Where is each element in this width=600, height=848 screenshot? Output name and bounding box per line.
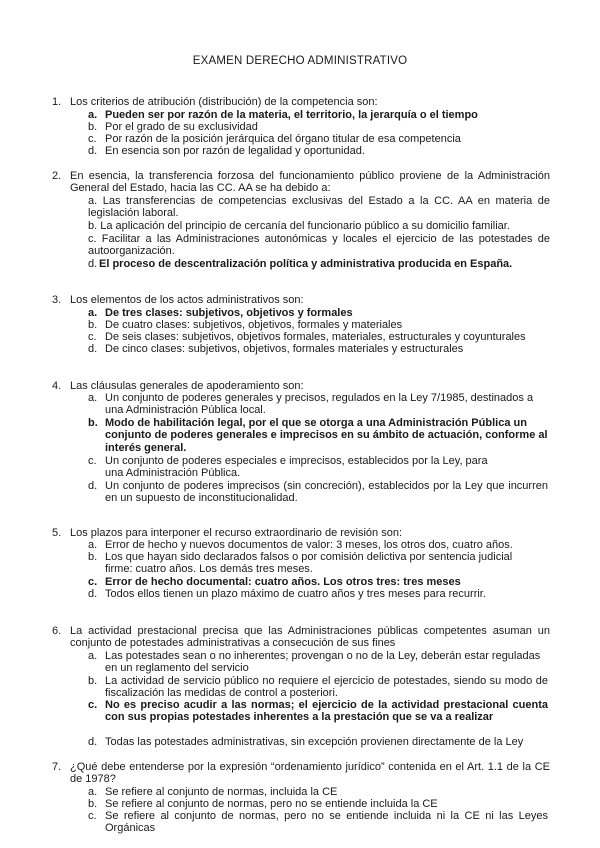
option-text: Error de hecho y nuevos documentos de valor: 3 meses, los otros dos, cuatro años. — [105, 539, 513, 551]
correct-answer: Modo de habilitación legal, por el que se otorga a una Administración Pública un conjunto de poderes generales e imprecisos en su ámbito de actuación, conforme al interés general. — [105, 417, 548, 454]
question-number: 5. — [52, 527, 62, 539]
option-text: De seis clases: subjetivos, objetivos formales, materiales, estructurales y coyunturales — [105, 331, 526, 343]
option-letter: c. — [88, 576, 98, 588]
option-letter: d. — [88, 480, 98, 492]
option-text: Los que hayan sido declarados falsos o por comisión delictiva por sentencia judicial firme: cuatro años. Los demás tres meses. — [105, 551, 513, 576]
option-text: De cinco clases: subjetivos, objetivos, formales materiales y estructurales — [105, 343, 464, 355]
option-text: b. La aplicación del principio de cercanía del funcionario público a su domicilio familiar. — [88, 220, 510, 232]
correct-answer: No es preciso acudir a las normas; el ejercicio de la actividad prestacional cuenta con sus propias potestades inherentes a la prestación que se va a realizar — [105, 699, 548, 724]
option-letter: b. — [88, 319, 98, 331]
option-letter: d. — [88, 258, 98, 270]
option-letter: a. — [88, 539, 98, 551]
option-text: En esencia son por razón de legalidad y oportunidad. — [105, 145, 365, 157]
option-letter: a. — [88, 109, 98, 121]
correct-answer: Pueden ser por razón de la materia, el territorio, la jerarquía o el tiempo — [105, 109, 478, 121]
question-text: En esencia, la transferencia forzosa del funcionamiento público proviene de la Administración General del Estado, hacia las CC. AA se ha debido a: — [70, 170, 550, 195]
option-letter: b. — [88, 675, 98, 687]
option-letter: b. — [88, 417, 98, 429]
option-letter: b. — [88, 798, 98, 810]
question-number: 7. — [52, 761, 62, 773]
question-number: 1. — [52, 96, 62, 108]
question-text: La actividad prestacional precisa que las Administraciones públicas competentes asuman un conjunto de potestades administrativas a consecución de sus fines — [70, 625, 550, 650]
question-text: Las cláusulas generales de apoderamiento son: — [70, 380, 304, 392]
question-text: Los criterios de atribución (distribución) de la competencia son: — [70, 96, 378, 108]
option-text: Las potestades sean o no inherentes; provengan o no de la Ley, deberán estar reguladas en un reglamento del servicio — [105, 650, 541, 675]
option-text: c. Facilitar a las Administraciones autonómicas y locales el ejercicio de las potestades de autoorganización. — [88, 233, 550, 258]
option-text: Un conjunto de poderes especiales e imprecisos, establecidos por la Ley, para una Administración Pública. — [105, 455, 488, 480]
option-text: Por el grado de su exclusividad — [105, 121, 258, 133]
option-text: Se refiere al conjunto de normas, pero no se entiende incluida ni la CE ni las Leyes Orgánicas — [105, 810, 548, 835]
option-letter: a. — [88, 307, 98, 319]
question-number: 6. — [52, 625, 62, 637]
option-text: Se refiere al conjunto de normas, incluida la CE — [105, 786, 338, 798]
option-text: La actividad de servicio público no requiere el ejercicio de potestades, siendo su modo de fiscalización las medidas de control a posteriori. — [105, 675, 548, 700]
option-letter: b. — [88, 121, 98, 133]
option-text: Se refiere al conjunto de normas, pero no se entiende incluida la CE — [105, 798, 438, 810]
option-letter: c. — [88, 810, 97, 822]
option-letter: b. — [88, 551, 98, 563]
option-letter: d. — [88, 736, 98, 748]
option-text: Todos ellos tienen un plazo máximo de cuatro años y tres meses para recurrir. — [105, 588, 486, 600]
correct-answer: De tres clases: subjetivos, objetivos y formales — [105, 307, 353, 319]
question-number: 4. — [52, 380, 62, 392]
question-text: Los plazos para interponer el recurso extraordinario de revisión son: — [70, 527, 403, 539]
option-letter: a. — [88, 392, 98, 404]
page-title: EXAMEN DERECHO ADMINISTRATIVO — [192, 55, 408, 67]
option-text: Un conjunto de poderes imprecisos (sin concreción), establecidos por la Ley que incurren en un supuesto de inconstitucionalidad. — [105, 480, 548, 505]
option-text: Todas las potestades administrativas, sin excepción provienen directamente de la Ley — [105, 736, 524, 748]
option-text: a. Las transferencias de competencias exclusivas del Estado a la CC. AA en materia de legislación laboral. — [88, 195, 550, 220]
option-letter: c. — [88, 699, 98, 711]
correct-answer: Error de hecho documental: cuatro años. Los otros tres: tres meses — [105, 576, 461, 588]
question-number: 2. — [52, 170, 62, 182]
option-letter: d. — [88, 343, 98, 355]
option-letter: d. — [88, 588, 98, 600]
correct-answer: El proceso de descentralización política y administrativa producida en España. — [99, 258, 513, 270]
option-letter: a. — [88, 650, 98, 662]
option-text: De cuatro clases: subjetivos, objetivos, formales y materiales — [105, 319, 403, 331]
question-text: Los elementos de los actos administrativos son: — [70, 294, 304, 306]
option-letter: c. — [88, 331, 97, 343]
option-letter: c. — [88, 455, 97, 467]
option-text: Por razón de la posición jerárquica del órgano titular de esa competencia — [105, 133, 461, 145]
option-letter: c. — [88, 133, 97, 145]
option-text: Un conjunto de poderes generales y precisos, regulados en la Ley 7/1985, destinados a una Administración Pública local. — [105, 392, 534, 417]
question-text: ¿Qué debe entenderse por la expresión “ordenamiento jurídico” contenida en el Art. 1.1 de la CE de 1978? — [70, 761, 550, 786]
option-letter: d. — [88, 145, 98, 157]
option-letter: a. — [88, 786, 98, 798]
question-number: 3. — [52, 294, 62, 306]
